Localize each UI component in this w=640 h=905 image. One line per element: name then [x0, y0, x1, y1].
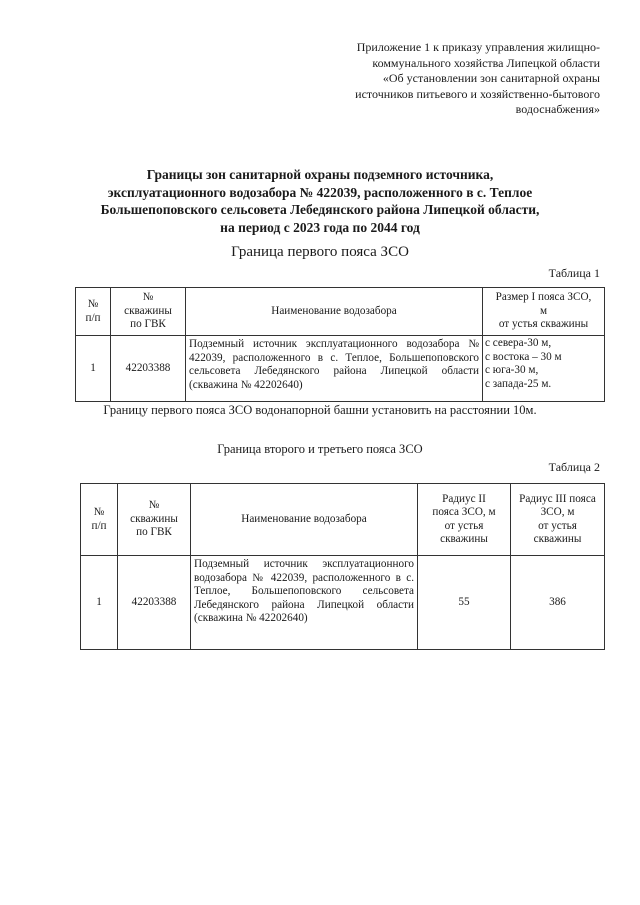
appendix-header: [300, 40, 600, 118]
table-header-row: [81, 484, 605, 556]
appendix-line: источников питьевого и хозяйственно-бытового: [355, 86, 600, 101]
table1-label: Таблица 1: [548, 266, 600, 280]
document-title: [60, 166, 580, 236]
table-cell-name: Подземный источник эксплуатационного водозабора № 422039, расположенного в с. Теплое, Большепоповского сельсовета Лебедянского района Липецкой области (скважина № 42202640): [191, 556, 418, 650]
table-header-cell: Радиус II пояса ЗСО, м от устья скважины: [418, 484, 511, 556]
table-header-cell: Наименование водозабора: [186, 288, 483, 336]
table-cell-well: 42203388: [111, 336, 186, 402]
table-cell-radius3: 386: [511, 556, 605, 650]
table-row: [76, 336, 605, 402]
table-cell-num: 1: [76, 336, 111, 402]
title-line: на период с 2023 года по 2044 год: [220, 219, 420, 235]
table-header-cell: № п/п: [76, 288, 111, 336]
appendix-line: «Об установлении зон санитарной охраны: [382, 71, 600, 85]
table-header-cell: Размер I пояса ЗСО, м от устья скважины: [483, 288, 605, 336]
section2-heading: Граница второго и третьего пояса ЗСО: [217, 442, 423, 456]
appendix-line: Приложение 1 к приказу управления жилищно-: [356, 40, 600, 54]
table-row: [81, 556, 605, 650]
appendix-line: коммунального хозяйства Липецкой области: [372, 55, 600, 70]
table-cell-well: 42203388: [118, 556, 191, 650]
table-header-row: [76, 288, 605, 336]
table-cell-name: Подземный источник эксплуатационного водозабора № 422039, расположенного в с. Теплое, Большепоповского сельсовета Лебедянского района Липецкой области (скважина № 42202640): [186, 336, 483, 402]
table1: [75, 287, 605, 402]
section1-heading: Граница первого пояса ЗСО: [231, 244, 409, 260]
table-cell-radius2: 55: [418, 556, 511, 650]
table-header-cell: № скважины по ГВК: [118, 484, 191, 556]
table-cell-num: 1: [81, 556, 118, 650]
table2: [80, 483, 605, 650]
table1-note: Границу первого пояса ЗСО водонапорной башни установить на расстоянии 10м.: [103, 403, 537, 417]
appendix-line: водоснабжения»: [515, 102, 600, 116]
title-line: эксплуатационного водозабора № 422039, расположенного в с. Теплое: [107, 184, 533, 200]
table-header-cell: Радиус III пояса ЗСО, м от устья скважины: [511, 484, 605, 556]
title-line: Границы зон санитарной охраны подземного источника,: [146, 167, 494, 182]
table-header-cell: № скважины по ГВК: [111, 288, 186, 336]
title-line: Большепоповского сельсовета Лебедянского района Липецкой области,: [100, 202, 540, 217]
table-header-cell: Наименование водозабора: [191, 484, 418, 556]
table-cell-size: с севера-30 м, с востока – 30 м с юга-30 м, с запада-25 м.: [483, 336, 605, 402]
table2-label: Таблица 2: [548, 460, 600, 474]
table-header-cell: № п/п: [81, 484, 118, 556]
